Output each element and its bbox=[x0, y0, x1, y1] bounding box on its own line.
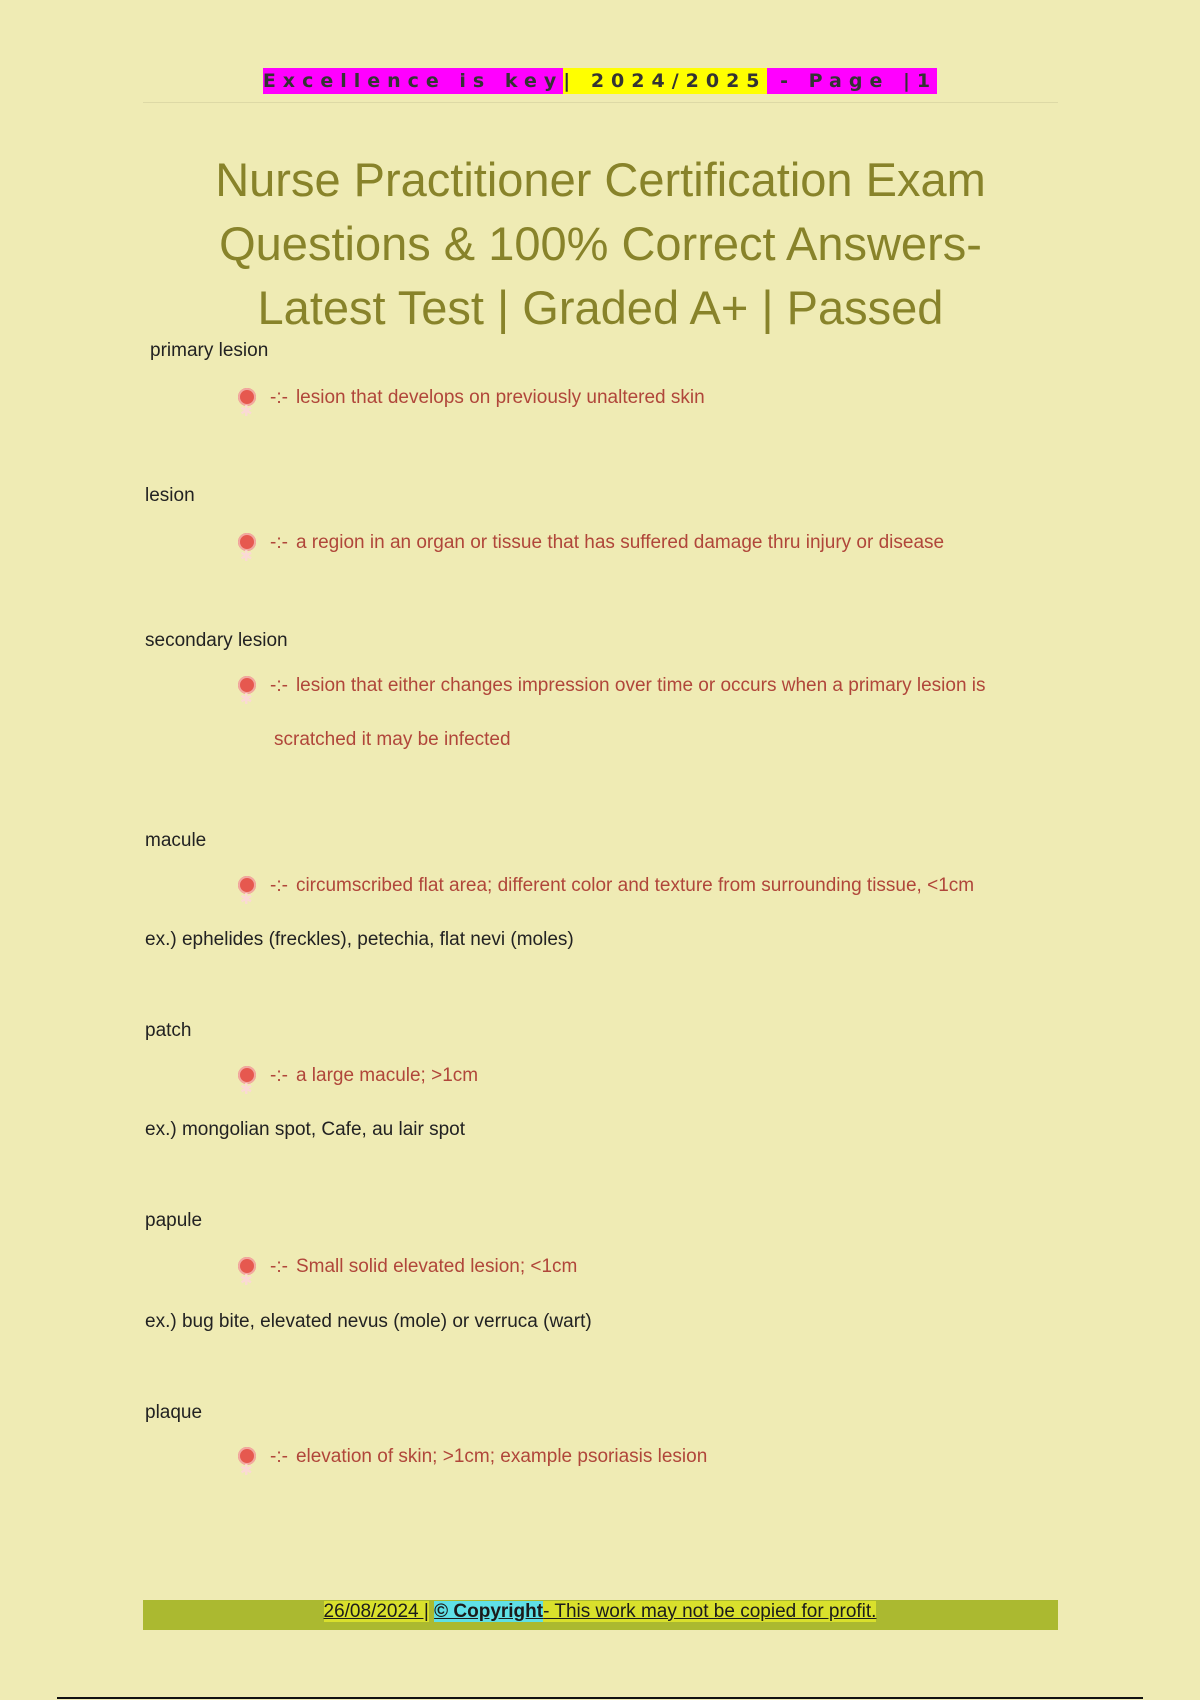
answer-prefix: -:- bbox=[270, 875, 288, 896]
answer-text: a large macule; >1cm bbox=[295, 1065, 479, 1086]
flower-bullet-icon bbox=[238, 1257, 256, 1275]
term-secondary-lesion: secondary lesion bbox=[145, 630, 288, 651]
header-motto: Excellence is key bbox=[262, 70, 564, 92]
answer-plaque bbox=[238, 1430, 1068, 1484]
page-footer bbox=[0, 1601, 1200, 1623]
header-page-label: - Page | bbox=[766, 70, 917, 92]
title-line-3: Latest Test | Graded A+ | Passed bbox=[257, 281, 944, 334]
answer-text: Small solid elevated lesion; <1cm bbox=[295, 1256, 578, 1277]
answer-text: lesion that develops on previously unaltered skin bbox=[295, 387, 705, 408]
header-divider bbox=[143, 102, 1058, 103]
flower-bullet-icon bbox=[238, 533, 256, 551]
header-separator: | bbox=[563, 70, 591, 92]
document-title bbox=[143, 148, 1058, 340]
term-patch: patch bbox=[145, 1020, 192, 1041]
answer-prefix: -:- bbox=[270, 1065, 288, 1086]
footer-date: 26/08/2024 | bbox=[323, 1601, 429, 1622]
answer-text: elevation of skin; >1cm; example psoriasis lesion bbox=[295, 1446, 708, 1467]
answer-prefix: -:- bbox=[270, 1256, 288, 1277]
flower-bullet-icon bbox=[238, 676, 256, 694]
answer-prefix: -:- bbox=[270, 1446, 288, 1467]
example-papule: ex.) bug bite, elevated nevus (mole) or verruca (wart) bbox=[145, 1311, 592, 1332]
header-page-number: 1 bbox=[916, 70, 938, 92]
answer-macule bbox=[238, 859, 1068, 913]
title-line-1: Nurse Practitioner Certification Exam bbox=[215, 153, 986, 206]
flower-bullet-icon bbox=[238, 876, 256, 894]
flower-bullet-icon bbox=[238, 388, 256, 406]
answer-lesion bbox=[238, 516, 1068, 570]
header-year: 2024/2025 bbox=[590, 70, 767, 92]
footer-note: - This work may not be copied for profit. bbox=[543, 1601, 877, 1622]
footer-copyright: © Copyright bbox=[434, 1601, 544, 1622]
term-macule: macule bbox=[145, 830, 207, 851]
example-macule: ex.) ephelides (freckles), petechia, flat nevi (moles) bbox=[145, 929, 574, 950]
example-patch: ex.) mongolian spot, Cafe, au lair spot bbox=[145, 1119, 466, 1140]
answer-primary-lesion bbox=[238, 371, 1068, 425]
flower-bullet-icon bbox=[238, 1447, 256, 1465]
answer-prefix: -:- bbox=[270, 532, 288, 553]
term-primary-lesion: primary lesion bbox=[150, 340, 269, 361]
title-line-2: Questions & 100% Correct Answers- bbox=[219, 217, 982, 270]
answer-text-continued: scratched it may be infected bbox=[274, 729, 511, 750]
term-lesion: lesion bbox=[145, 485, 195, 506]
answer-patch bbox=[238, 1049, 1068, 1103]
answer-prefix: -:- bbox=[270, 675, 288, 696]
flower-bullet-icon bbox=[238, 1066, 256, 1084]
answer-text: a region in an organ or tissue that has suffered damage thru injury or disease bbox=[295, 532, 945, 553]
answer-prefix: -:- bbox=[270, 387, 288, 408]
answer-papule bbox=[238, 1240, 1068, 1294]
term-plaque: plaque bbox=[145, 1402, 203, 1423]
page-header bbox=[0, 70, 1200, 92]
page-bottom-border bbox=[57, 1697, 1143, 1699]
answer-text: circumscribed flat area; different color and texture from surrounding tissue, <1cm bbox=[295, 875, 975, 896]
term-papule: papule bbox=[145, 1210, 203, 1231]
answer-text: lesion that either changes impression over time or occurs when a primary lesion is bbox=[295, 675, 986, 696]
answer-secondary-lesion bbox=[238, 659, 1068, 767]
